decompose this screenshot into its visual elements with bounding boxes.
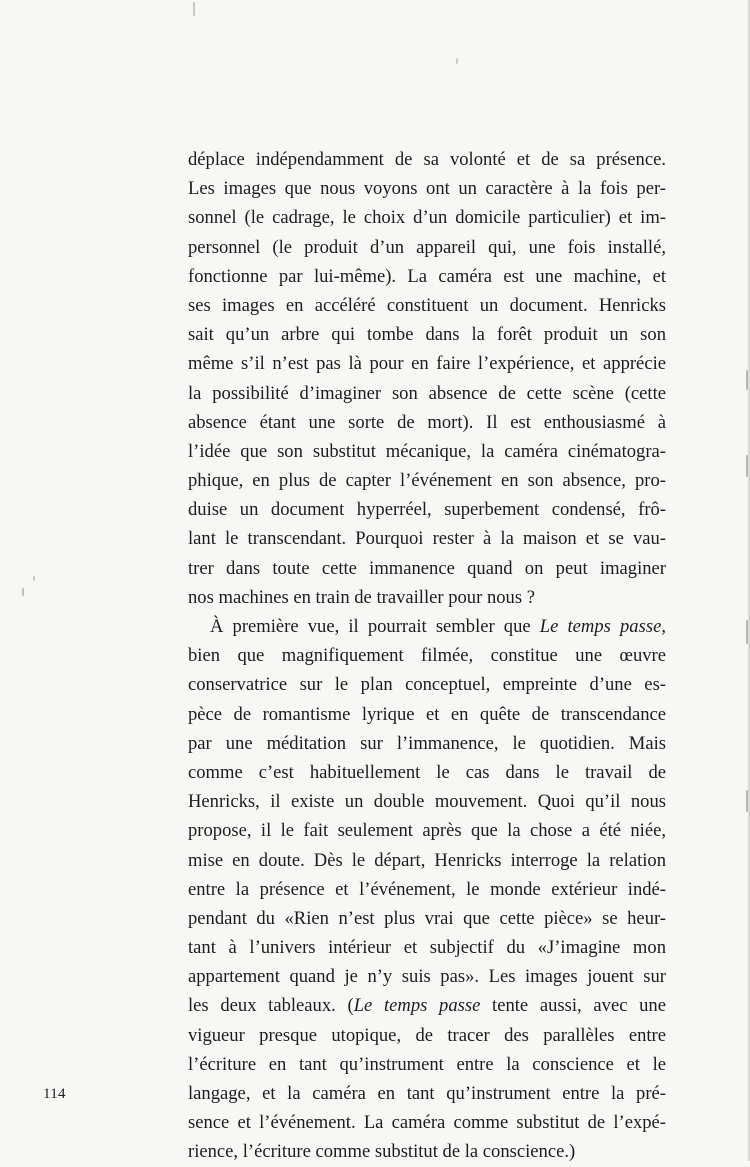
text-line: l’idée que son substitut mécanique, la caméra cinématogra- <box>188 440 666 462</box>
text-line: rience, l’écriture comme substitut de la conscience.) <box>188 1141 576 1163</box>
text-line <box>188 991 666 1020</box>
text-line: lant le transcendant. Pourquoi rester à la maison et se vau- <box>188 528 666 550</box>
text-line: mise en doute. Dès le départ, Henricks interroge la relation <box>188 849 666 871</box>
text-line: pèce de romantisme lyrique et en quête de transcendance <box>188 703 666 725</box>
scan-speck <box>746 790 748 812</box>
text-line: par une méditation sur l’immanence, le quotidien. Mais <box>188 732 666 754</box>
text-line: Henricks, il existe un double mouvement. Quoi qu’il nous <box>188 791 666 813</box>
text-line: déplace indépendamment de sa volonté et de sa présence. <box>188 149 666 170</box>
text-line: la possibilité d’imaginer son absence de cette scène (cette <box>188 382 666 404</box>
scan-speck <box>22 588 24 596</box>
text-run: À première vue, il pourrait sembler que <box>210 616 540 637</box>
text-line: duise un document hyperréel, superbement condensé, frô- <box>188 499 666 521</box>
text-line: trer dans toute cette immanence quand on peut imaginer <box>188 557 666 579</box>
text-line: sonnel (le cadrage, le choix d’un domicile particulier) et im- <box>188 207 666 229</box>
scan-speck <box>746 370 748 390</box>
text-line: bien que magnifiquement filmée, constitue une œuvre <box>188 645 666 667</box>
text-line: propose, il le fait seulement après que la chose a été niée, <box>188 820 666 842</box>
text-line: tant à l’univers intérieur et subjectif du «J’imagine mon <box>188 937 666 959</box>
text-line <box>188 612 666 641</box>
text-line: vigueur presque utopique, de tracer des parallèles entre <box>188 1024 666 1046</box>
text-line: entre la présence et l’événement, le monde extérieur indé- <box>188 878 666 900</box>
scan-speck <box>456 58 458 64</box>
text-line: même s’il n’est pas là pour en faire l’expérience, et apprécie <box>188 353 666 375</box>
text-line: l’écriture en tant qu’instrument entre la conscience et le <box>188 1053 666 1075</box>
text-line: fonctionne par lui-même). La caméra est une machine, et <box>188 265 666 287</box>
text-line: conservatrice sur le plan conceptuel, empreinte d’une es- <box>188 674 666 696</box>
text-line: langage, et la caméra en tant qu’instrument entre la pré- <box>188 1083 666 1104</box>
scan-speck <box>33 576 35 581</box>
text-run: tente aussi, avec une <box>480 995 666 1017</box>
text-line: Les images que nous voyons ont un caractère à la fois per- <box>188 178 666 200</box>
page-number: 114 <box>43 1086 66 1102</box>
text-run: , <box>661 616 666 637</box>
scan-speck <box>193 2 195 16</box>
body-text <box>188 145 666 1167</box>
text-line: sait qu’un arbre qui tombe dans la forêt produit un son <box>188 324 666 346</box>
text-line: pendant du «Rien n’est plus vrai que cette pièce» se heur- <box>188 907 666 929</box>
text-run: les deux tableaux. ( <box>188 995 354 1017</box>
italic-title: Le temps passe <box>353 995 481 1017</box>
text-line: nos machines en train de travailler pour nous ? <box>188 586 535 608</box>
italic-title: Le temps passe <box>539 616 662 637</box>
text-line: phique, en plus de capter l’événement en son absence, pro- <box>188 470 666 492</box>
scan-speck <box>746 620 748 644</box>
text-line: comme c’est habituellement le cas dans le travail de <box>188 761 666 783</box>
text-line: absence étant une sorte de mort). Il est enthousiasmé à <box>188 411 666 433</box>
text-line: sence et l’événement. La caméra comme substitut de l’expé- <box>188 1112 666 1134</box>
text-line: personnel (le produit d’un appareil qui, une fois installé, <box>188 236 666 258</box>
text-line: appartement quand je n’y suis pas». Les images jouent sur <box>188 966 666 988</box>
text-line: ses images en accéléré constituent un document. Henricks <box>188 294 666 316</box>
scan-speck <box>746 455 748 477</box>
